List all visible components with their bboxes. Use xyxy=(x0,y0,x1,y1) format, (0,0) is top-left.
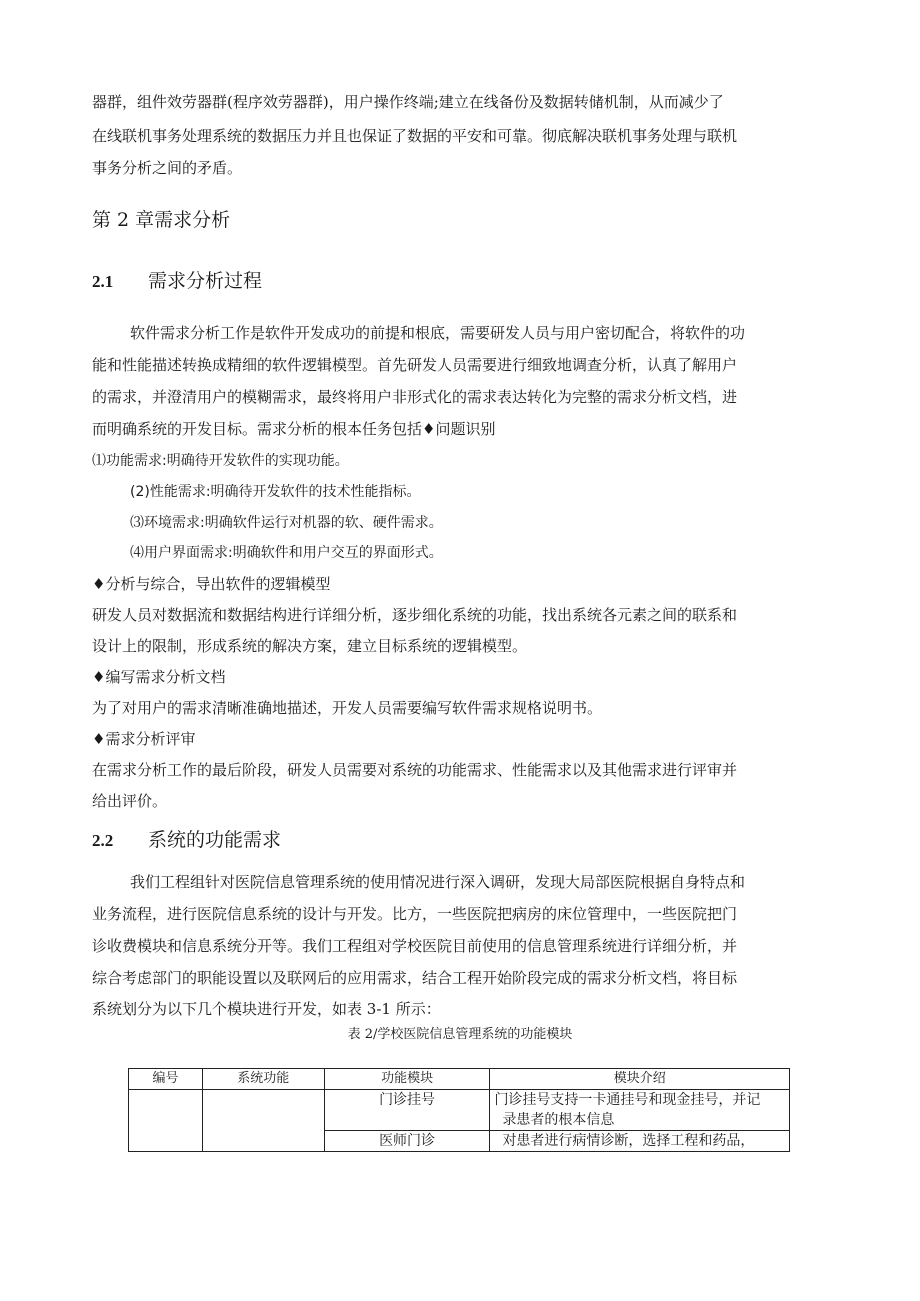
section-title: 系统的功能需求 xyxy=(148,829,282,851)
intro-line: 事务分析之间的矛盾。 xyxy=(92,159,243,177)
paragraph-line: 能和性能描述转换成精细的软件逻辑模型。首先研发人员需要进行细致地调查分析，认真了解用户 xyxy=(92,356,738,374)
function-module-table xyxy=(128,1068,790,1152)
bullet-heading: ♦编写需求分析文档 xyxy=(92,668,226,686)
paragraph-line: 我们工程组针对医院信息管理系统的使用情况进行深入调研，发现大局部医院根据自身特点和 xyxy=(130,873,746,891)
paragraph-line: 业务流程，进行医院信息系统的设计与开发。比方，一些医院把病房的床位管理中，一些医院把门 xyxy=(92,905,738,923)
table-row xyxy=(129,1090,790,1131)
header-no: 编号 xyxy=(129,1069,203,1090)
bullet-heading: ♦需求分析评审 xyxy=(92,730,196,748)
paragraph-line: 为了对用户的需求清晰准确地描述，开发人员需要编写软件需求规格说明书。 xyxy=(92,699,603,717)
cell-description xyxy=(490,1131,790,1152)
cell-description xyxy=(490,1090,790,1131)
paragraph-line: 在需求分析工作的最后阶段，研发人员需要对系统的功能需求、性能需求以及其他需求进行评审并 xyxy=(92,761,738,779)
description-line: 对患者进行病情诊断，选择工程和药品， xyxy=(502,1133,755,1149)
intro-line: 器群，组件效劳器群(程序效劳器群)，用户操作终端;建立在线备份及数据转储机制，从而减少了 xyxy=(92,93,724,111)
header-module: 功能模块 xyxy=(324,1069,490,1090)
paragraph-line: 综合考虑部门的职能设置以及联网后的应用需求，结合工程开始阶段完成的需求分析文档，将目标 xyxy=(92,969,738,987)
section-number: 2.1 xyxy=(92,272,114,291)
paragraph-line: 给出评价。 xyxy=(92,792,168,810)
section-heading-2-2 xyxy=(92,827,281,854)
paragraph-line: 设计上的限制，形成系统的解决方案，建立目标系统的逻辑模型。 xyxy=(92,637,528,655)
paragraph-line: 的需求，并澄清用户的模糊需求，最终将用户非形式化的需求表达转化为完整的需求分析文档，进 xyxy=(92,388,738,406)
paragraph-line: 研发人员对数据流和数据结构进行详细分析，逐步细化系统的功能，找出系统各元素之间的联系和 xyxy=(92,606,738,624)
section-heading-2-1 xyxy=(92,268,262,295)
table-caption: 表 2/学校医院信息管理系统的功能模块 xyxy=(347,1027,573,1042)
cell-no xyxy=(129,1090,203,1152)
intro-line: 在线联机事务处理系统的数据压力并且也保证了数据的平安和可靠。彻底解决联机事务处理与联机 xyxy=(92,127,738,145)
chapter-title: 第 2 章需求分析 xyxy=(92,209,231,231)
paragraph-line: 诊收费模块和信息系统分开等。我们工程组对学校医院目前使用的信息管理系统进行详细分析，并 xyxy=(92,937,738,955)
table-header-row xyxy=(129,1069,790,1090)
cell-module: 医师门诊 xyxy=(324,1131,490,1152)
bullet-heading: ♦分析与综合，导出软件的逻辑模型 xyxy=(92,575,331,593)
paragraph-line: 而明确系统的开发目标。需求分析的根本任务包括♦问题识别 xyxy=(92,420,496,438)
paragraph-line: 软件需求分析工作是软件开发成功的前提和根底，需要研发人员与用户密切配合，将软件的功 xyxy=(130,324,746,342)
paragraph-line: 系统划分为以下几个模块进行开发，如表 3-1 所示： xyxy=(92,1000,441,1018)
cell-function xyxy=(202,1090,324,1152)
requirement-item: ⑴功能需求:明确待开发软件的实现功能。 xyxy=(92,453,349,469)
requirement-item: (2)性能需求:明确待开发软件的技术性能指标。 xyxy=(130,484,421,500)
requirement-item: ⑶环境需求:明确软件运行对机器的软、硬件需求。 xyxy=(130,515,443,531)
description-line: 门诊挂号支持一卡通挂号和现金挂号，并记 xyxy=(494,1092,761,1108)
requirement-item: ⑷用户界面需求:明确软件和用户交互的界面形式。 xyxy=(130,545,443,561)
cell-module: 门诊挂号 xyxy=(324,1090,490,1131)
section-title: 需求分析过程 xyxy=(148,270,263,292)
description-line: 录患者的根本信息 xyxy=(502,1112,615,1128)
section-number: 2.2 xyxy=(92,831,114,850)
header-function: 系统功能 xyxy=(202,1069,324,1090)
header-description: 模块介绍 xyxy=(490,1069,790,1090)
